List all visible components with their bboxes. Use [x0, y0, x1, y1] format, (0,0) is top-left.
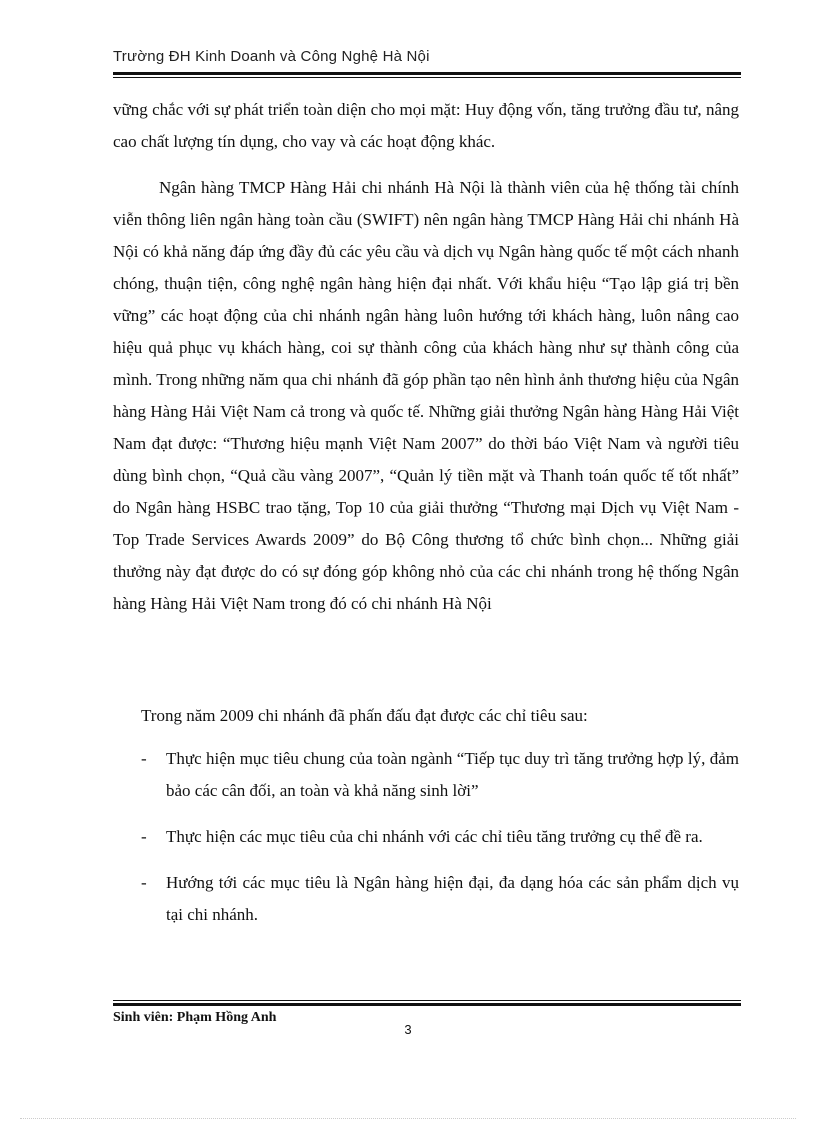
list-item-text: Thực hiện các mục tiêu của chi nhánh với các chỉ tiêu tăng trưởng cụ thể đề ra.: [166, 827, 703, 846]
year-intro-text: Trong năm 2009 chi nhánh đã phấn đấu đạt được các chỉ tiêu sau:: [141, 706, 588, 725]
main-text: Ngân hàng TMCP Hàng Hải chi nhánh Hà Nội là thành viên của hệ thống tài chính viễn thông liên ngân hàng toàn cầu (SWIFT) nên ngân hàng TMCP Hàng Hải chi nhánh Hà Nội có khả năng đáp ứng đầy đủ các yêu cầu và dịch vụ Ngân hàng quốc tế một cách nhanh chóng, thuận tiện, công nghệ ngân hàng hiện đại nhất. Với khẩu hiệu “Tạo lập giá trị bền vững” các hoạt động của chi nhánh ngân hàng luôn hướng tới khách hàng, luôn nâng cao hiệu quả phục vụ khách hàng, coi sự thành công của khách hàng như sự thành công của mình. Trong những năm qua chi nhánh đã góp phần tạo nên hình ảnh thương hiệu của Ngân hàng Hàng Hải Việt Nam cả trong và quốc tế. Những giải thưởng Ngân hàng Hàng Hải Việt Nam đạt được: “Thương hiệu mạnh Việt Nam 2007” do thời báo Việt Nam và người tiêu dùng bình chọn, “Quả cầu vàng 2007”, “Quản lý tiền mặt và Thanh toán quốc tế tốt nhất” do Ngân hàng HSBC trao tặng, Top 10 của giải thưởng “Thương mại Dịch vụ Việt Nam - Top Trade Services Awards 2009” do Bộ Công thương tổ chức bình chọn... Những giải thưởng này đạt được do có sự đóng góp không nhỏ của các chi nhánh trong hệ thống Ngân hàng Hàng Hải Việt Nam trong đó có chi nhánh Hà Nội: [113, 178, 739, 613]
list-item: [113, 743, 739, 807]
page-number: 3: [404, 1022, 412, 1037]
main-paragraph: [113, 172, 739, 620]
bullet-dash: -: [141, 827, 147, 846]
intro-text: vững chắc với sự phát triển toàn diện cho mọi mặt: Huy động vốn, tăng trưởng đầu tư, nâng cao chất lượng tín dụng, cho vay và các hoạt động khác.: [113, 100, 739, 151]
bullet-dash: -: [141, 873, 147, 892]
bullet-dash: -: [141, 749, 147, 768]
header-rule-thick: [113, 72, 741, 75]
intro-paragraph: [113, 94, 739, 158]
list-item-text: Hướng tới các mục tiêu là Ngân hàng hiện đại, đa dạng hóa các sản phẩm dịch vụ tại chi nhánh.: [166, 873, 739, 924]
footer-author: Sinh viên: Phạm Hồng Anh: [113, 1010, 277, 1025]
list-item-text: Thực hiện mục tiêu chung của toàn ngành “Tiếp tục duy trì tăng trưởng hợp lý, đảm bảo các cân đối, an toàn và khả năng sinh lời”: [166, 749, 739, 800]
footer-rule-thin: [113, 1000, 741, 1001]
page-edge-divider: [20, 1118, 796, 1119]
footer-rule-thick: [113, 1003, 741, 1006]
year-intro-paragraph: [113, 700, 767, 732]
list-item: [113, 867, 739, 931]
list-item: [113, 821, 739, 853]
targets-list: [113, 743, 739, 945]
page-header-title: Trường ĐH Kinh Doanh và Công Nghệ Hà Nội: [113, 48, 430, 65]
header-rule-thin: [113, 77, 741, 78]
